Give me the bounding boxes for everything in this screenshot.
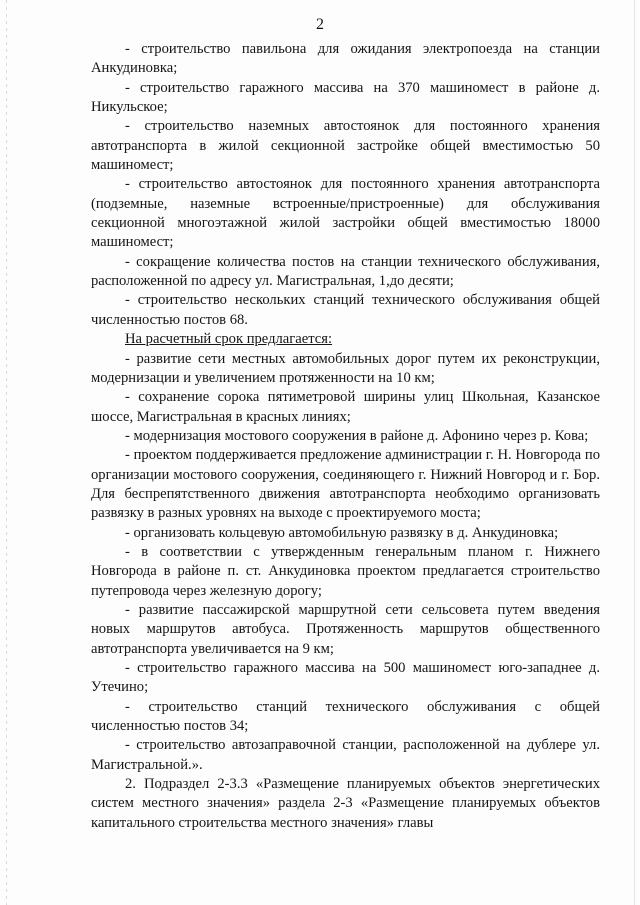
paragraph: - строительство нескольких станций технического обслуживания общей численностью постов 68. — [91, 292, 600, 328]
paragraph: - сохранение сорока пятиметровой ширины улиц Школьная, Казанское шоссе, Магистральная в красных линиях; — [91, 389, 600, 425]
paragraph: 2. Подраздел 2-3.3 «Размещение планируемых объектов энергетических систем местного значения» раздела 2-3 «Размещение планируемых объектов капитального строительства местного значения» главы — [91, 776, 600, 831]
paragraph: - строительство гаражного массива на 370 машиномест в районе д. Никульское; — [91, 79, 600, 116]
paragraph: - строительство гаражного массива на 500 машиномест юго-западнее д. Утечино; — [91, 660, 600, 696]
paragraph: - проектом поддерживается предложение администрации г. Н. Новгорода по организации мостового сооружения, соединяющего г. Нижний Новгород и г. Бор. Для беспрепятственного движения автотранспорта необходимо организовать развязку в разных уровнях на выходе с проектируемого моста; — [91, 447, 600, 522]
paragraph: - развитие пассажирской маршрутной сети сельсовета путем введения новых маршрутов автобуса. Протяженность маршрутов общественного автотранспорта увеличивается на 9 км; — [91, 601, 600, 657]
paragraph: - строительство автостоянок для постоянного хранения автотранспорта (подземные, наземные встроенные/пристроенные) для обслуживания секционной многоэтажной жилой застройки общей вместимостью 18000 машиномест; — [91, 176, 600, 251]
paragraph: - строительство станций технического обслуживания с общей численностью постов 34; — [91, 698, 600, 735]
scan-edge-right — [634, 0, 635, 905]
paragraph: - строительство павильона для ожидания электропоезда на станции Анкудиновка; — [91, 41, 600, 77]
document-body — [91, 40, 600, 833]
paragraph: - сокращение количества постов на станции технического обслуживания, расположенной по адресу ул. Магистральная, 1,до десяти; — [91, 253, 600, 290]
paragraph: - организовать кольцевую автомобильную развязку в д. Анкудиновка; — [125, 524, 559, 541]
paragraph: - в соответствии с утвержденным генеральным планом г. Нижнего Новгорода в районе п. ст. Анкудиновка проектом предлагается строительство путепровода через железную дорогу; — [91, 543, 600, 599]
page-number: 2 — [316, 16, 324, 33]
section-heading: На расчетный срок предлагается: — [125, 331, 333, 348]
paragraph: - строительство автозаправочной станции, расположенной на дублере ул. Магистральной.». — [91, 737, 600, 773]
paragraph: - развитие сети местных автомобильных дорог путем их реконструкции, модернизации и увеличением протяженности на 10 км; — [91, 350, 600, 386]
scan-edge-left — [6, 0, 7, 905]
paragraph: - строительство наземных автостоянок для постоянного хранения автотранспорта в жилой секционной застройке общей вместимостью 50 машиномест; — [91, 118, 600, 174]
paragraph: - модернизация мостового сооружения в районе д. Афонино через р. Кова; — [125, 427, 589, 444]
